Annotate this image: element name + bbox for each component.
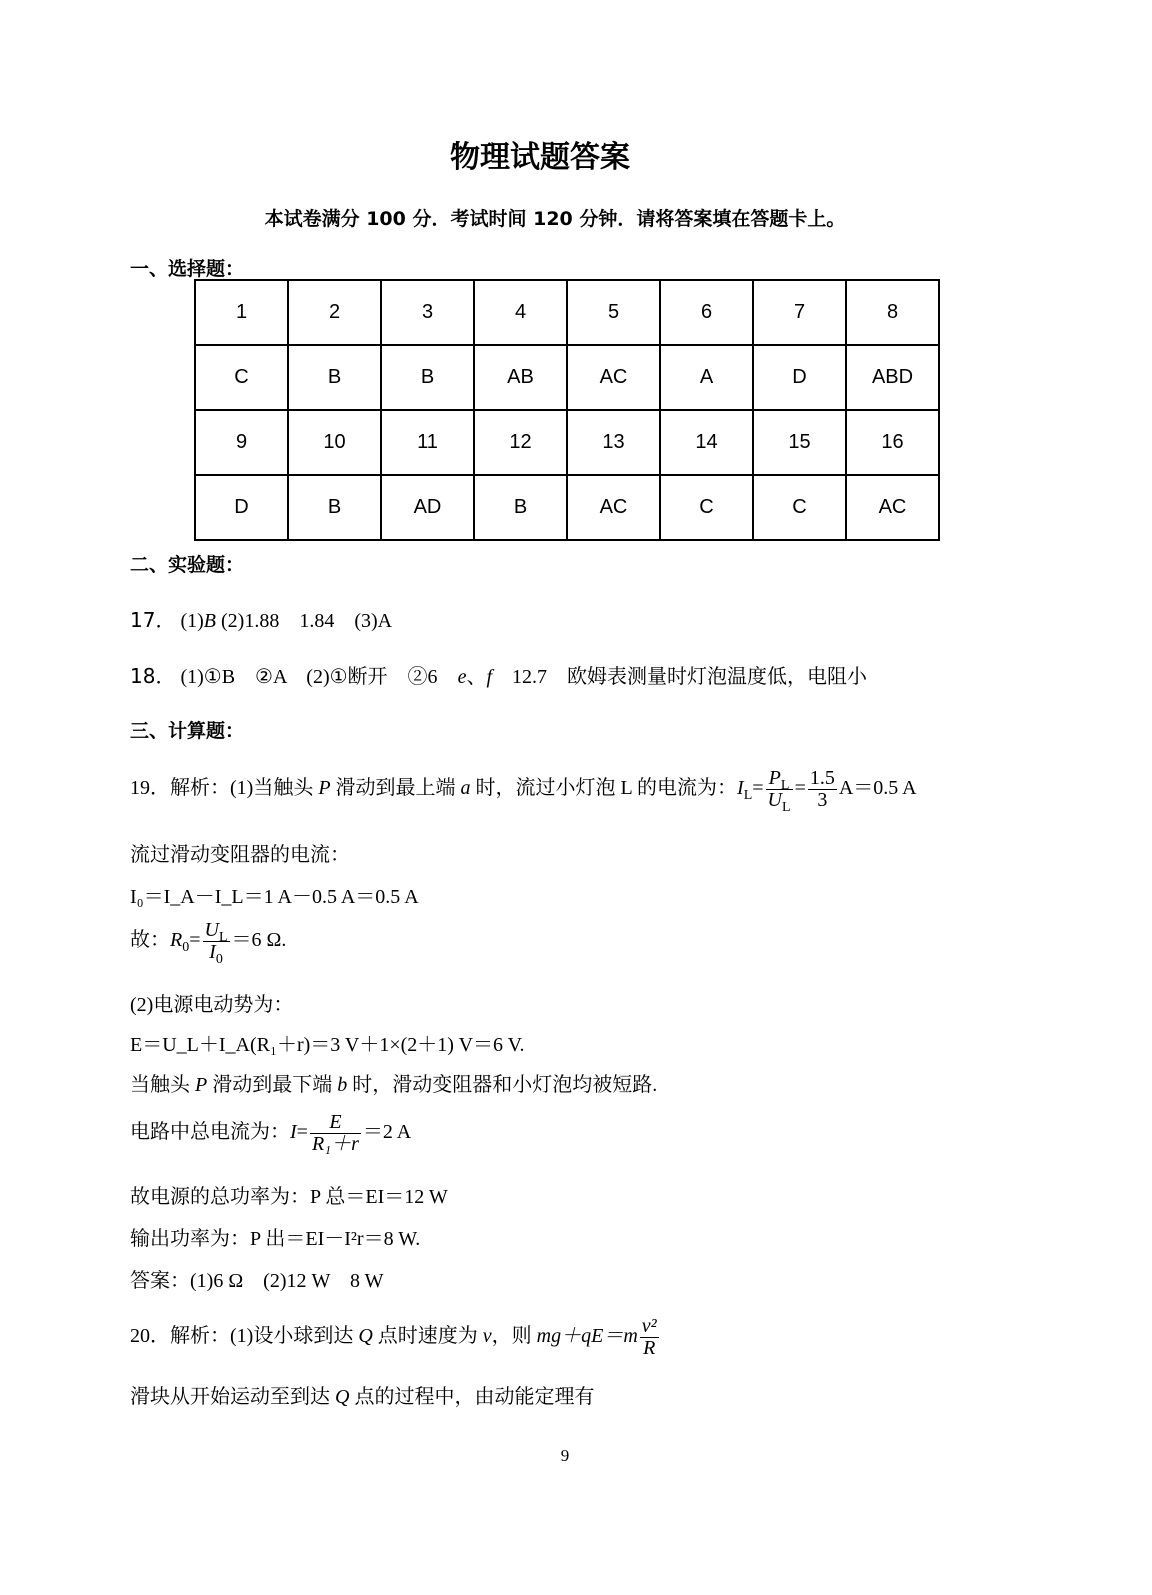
q19-line-1 <box>130 767 917 815</box>
frac3-den: R₁＋r <box>311 1133 359 1155</box>
frac-den-3: 3 <box>817 789 828 811</box>
answer-table-cell: AC <box>846 475 939 540</box>
answer-table-cell: B <box>474 475 567 540</box>
q20-l1-q: Q <box>358 1325 373 1348</box>
answer-table-cell: 15 <box>753 410 846 475</box>
answer-18 <box>130 660 867 689</box>
q18-e: e <box>457 666 467 688</box>
section-heading-experiment: 二、实验题： <box>130 554 245 576</box>
answer-table-row <box>195 410 939 475</box>
page-number: 9 <box>560 1446 570 1465</box>
q19-text-b: 滑动到最上端 <box>330 777 461 800</box>
q19-l7-var-b: b <box>337 1074 348 1096</box>
q17-part1-answer: B <box>203 610 216 632</box>
q19-line-4 <box>130 919 287 967</box>
answer-table-cell: 12 <box>474 410 567 475</box>
q19-eq: = <box>752 777 764 800</box>
page-subtitle: 本试卷满分 100 分．考试时间 120 分钟．请将答案填在答题卡上。 <box>264 208 846 230</box>
q18-part2: 12.7 欧姆表测量时灯泡温度低，电阻小 <box>492 666 868 688</box>
q19-l8-i: I <box>290 1121 297 1144</box>
q19-l8-a: 电路中总电流为： <box>130 1121 290 1144</box>
answer-table-cell: C <box>660 475 753 540</box>
answer-table-cell: B <box>381 345 474 410</box>
answer-table-cell: 16 <box>846 410 939 475</box>
answer-table-row <box>195 345 939 410</box>
frac-num-sub: L <box>780 778 790 793</box>
fraction-pl-ul <box>766 767 793 815</box>
frac-num-15: 1.5 <box>809 767 835 789</box>
q19-line-11: 答案：(1)6 Ω (2)12 W 8 W <box>130 1270 384 1292</box>
answer-table-cell: AD <box>381 475 474 540</box>
q19-result-1: A＝0.5 A <box>838 777 917 800</box>
q19-l7-c: 时，滑动变阻器和小灯泡均被短路. <box>347 1074 658 1096</box>
q19-text-a: 19．解析：(1)当触头 <box>130 777 319 800</box>
q19-line-6: E＝U_L＋I_A(R₁＋r)＝3 V＋1×(2＋1) V＝6 V. <box>130 1034 525 1056</box>
section-heading-calculation: 三、计算题： <box>130 720 245 742</box>
q20-l1-eq: mg＋qE＝m <box>536 1325 638 1348</box>
frac4-den: R <box>643 1337 656 1359</box>
q19-l8-result: ＝2 A <box>362 1121 412 1144</box>
q19-line-2: 流过滑动变阻器的电流： <box>130 844 350 866</box>
q19-line-8 <box>130 1112 411 1155</box>
q19-var-i: I <box>737 777 744 800</box>
answer-table-cell: 13 <box>567 410 660 475</box>
answer-table-cell: 14 <box>660 410 753 475</box>
answer-table-cell: 10 <box>288 410 381 475</box>
answer-table-cell: 3 <box>381 280 474 345</box>
q20-l1-a: 20．解析：(1)设小球到达 <box>130 1325 359 1348</box>
answer-table-cell: C <box>195 345 288 410</box>
answer-table-cell: B <box>288 345 381 410</box>
fraction-ul-i0 <box>203 919 230 967</box>
frac-num-p: P <box>768 767 781 789</box>
frac2-den-i: I <box>209 941 216 963</box>
fraction-e-r1r <box>310 1112 361 1155</box>
q19-sub-0: 0 <box>182 940 190 956</box>
q19-gu: 故： <box>130 929 170 952</box>
q19-result-2: ＝6 Ω. <box>231 929 287 952</box>
q19-l7-a: 当触头 <box>130 1074 195 1096</box>
q20-l2-q: Q <box>335 1386 350 1408</box>
q19-var-r0: R <box>170 929 183 952</box>
answer-table-cell: 4 <box>474 280 567 345</box>
q20-l2-b: 点的过程中，由动能定理有 <box>349 1386 595 1408</box>
fraction-v2-r <box>640 1316 659 1359</box>
q19-eq-3: = <box>189 929 201 952</box>
fraction-15-3 <box>808 768 837 811</box>
answer-table-cell: C <box>753 475 846 540</box>
q17-number: 17． <box>130 608 176 632</box>
q18-f: f <box>486 666 493 688</box>
q17-part2: (2)1.88 1.84 (3)A <box>221 610 393 632</box>
answer-table-cell: ABD <box>846 345 939 410</box>
answer-table <box>194 279 940 541</box>
section-heading-choice: 一、选择题： <box>130 258 245 280</box>
answer-table-cell: 6 <box>660 280 753 345</box>
q19-line-9: 故电源的总功率为：P 总＝EI＝12 W <box>130 1186 448 1208</box>
q19-line-7 <box>130 1068 657 1097</box>
answer-table-cell: 1 <box>195 280 288 345</box>
answer-table-cell: 5 <box>567 280 660 345</box>
q19-line-5: (2)电源电动势为： <box>130 994 294 1016</box>
q18-number: 18． <box>130 664 176 688</box>
answer-table-cell: A <box>660 345 753 410</box>
q18-sep: 、 <box>466 666 487 688</box>
q19-var-a: a <box>460 777 471 800</box>
q20-l1-c: ，则 <box>491 1325 537 1348</box>
q20-line-1 <box>130 1316 661 1359</box>
q19-l7-b: 滑动到最下端 <box>207 1074 338 1096</box>
page-title: 物理试题答案 <box>450 140 630 175</box>
q19-sub-l: L <box>743 788 753 804</box>
answer-17 <box>130 604 392 633</box>
q17-part1: (1) <box>180 610 204 632</box>
answer-table-row <box>195 280 939 345</box>
frac4-num: v² <box>641 1315 657 1337</box>
q19-l7-p: P <box>195 1074 208 1096</box>
q20-l2-a: 滑块从开始运动至到达 <box>130 1386 335 1408</box>
q20-line-2 <box>130 1380 594 1409</box>
q19-line-10: 输出功率为：P 出＝EI－I²r＝8 W. <box>130 1228 421 1250</box>
q20-l1-b: 点时速度为 <box>372 1325 483 1348</box>
frac-den-u: U <box>767 789 782 811</box>
answer-table-cell: 7 <box>753 280 846 345</box>
q19-eq-2: = <box>794 777 806 800</box>
answer-table-row <box>195 475 939 540</box>
q19-line-3: I₀＝I_A－I_L＝1 A－0.5 A＝0.5 A <box>130 886 419 908</box>
answer-table-cell: B <box>288 475 381 540</box>
answer-table-cell: 9 <box>195 410 288 475</box>
answer-table-cell: 11 <box>381 410 474 475</box>
q18-part1: (1)①B ②A (2)①断开 ②6 <box>180 666 458 688</box>
answer-table-cell: AC <box>567 475 660 540</box>
q19-var-p: P <box>318 777 331 800</box>
answer-table-cell: D <box>195 475 288 540</box>
frac2-num-u: U <box>204 919 219 941</box>
answer-table-cell: 2 <box>288 280 381 345</box>
q20-l1-v: v <box>482 1325 492 1348</box>
q19-text-c: 时，流过小灯泡 L 的电流为： <box>470 777 738 800</box>
frac2-num-sub: L <box>218 930 228 945</box>
frac3-num-e: E <box>329 1111 342 1133</box>
frac-den-sub: L <box>782 800 791 815</box>
q19-l8-eq: = <box>296 1121 308 1144</box>
answer-table-cell: D <box>753 345 846 410</box>
frac2-den-sub: 0 <box>215 952 223 967</box>
answer-table-cell: AC <box>567 345 660 410</box>
answer-table-cell: AB <box>474 345 567 410</box>
answer-table-cell: 8 <box>846 280 939 345</box>
